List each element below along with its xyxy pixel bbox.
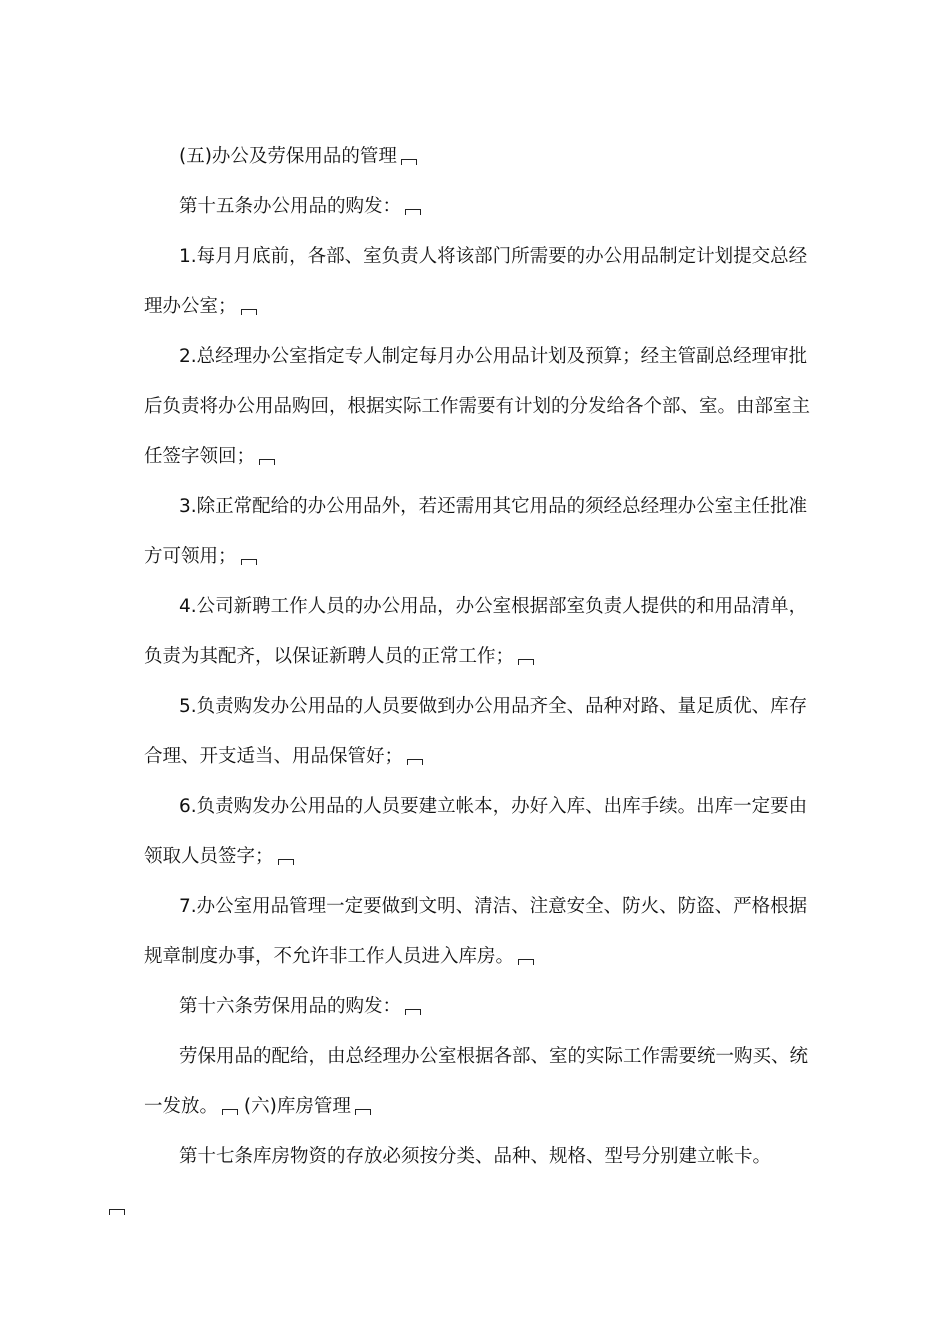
list-item-7 [144, 882, 824, 982]
paragraph-mark-icon [109, 1209, 125, 1215]
paragraph-mark-icon [259, 459, 275, 465]
paragraph-mark-icon [222, 1109, 238, 1115]
list-item-4 [144, 582, 824, 682]
paragraph-text: 7.办公室用品管理一定要做到文明、清洁、注意安全、防火、防盗、严格根据规章制度办事，不允许非工作人员进入库房。 [144, 896, 808, 967]
paragraph-mark-icon [241, 309, 257, 315]
paragraph-mark-icon [405, 1009, 421, 1015]
article-17-body [144, 1132, 824, 1232]
article-16-body [144, 1032, 824, 1132]
paragraph-text: 4.公司新聘工作人员的办公用品，办公室根据部室负责人提供的和用品清单，负责为其配齐，以保证新聘人员的正常工作； [144, 596, 808, 667]
paragraph-mark-icon [241, 559, 257, 565]
list-item-2 [144, 332, 824, 482]
article-15-heading [144, 182, 824, 232]
list-item-6 [144, 782, 824, 882]
document-body [144, 132, 824, 1232]
article-16-heading [144, 982, 824, 1032]
list-item-3 [144, 482, 824, 582]
paragraph-mark-icon [355, 1109, 371, 1115]
paragraph-text: 5.负责购发办公用品的人员要做到办公用品齐全、品种对路、量足质优、库存合理、开支适当、用品保管好； [144, 696, 808, 767]
paragraph-text: (五)办公及劳保用品的管理 [179, 146, 397, 167]
paragraph-text: 劳保用品的配给，由总经理办公室根据各部、室的实际工作需要统一购买、统一发放。 [144, 1046, 809, 1117]
section-heading-6: (六)库房管理 [243, 1096, 351, 1117]
paragraph-mark-icon [401, 159, 417, 165]
paragraph-mark-icon [518, 659, 534, 665]
paragraph-text: 1.每月月底前，各部、室负责人将该部门所需要的办公用品制定计划提交总经理办公室； [144, 246, 808, 317]
section-heading-5 [144, 132, 824, 182]
list-item-5 [144, 682, 824, 782]
paragraph-mark-icon [518, 959, 534, 965]
paragraph-text: 2.总经理办公室指定专人制定每月办公用品计划及预算；经主管副总经理审批后负责将办公用品购回，根据实际工作需要有计划的分发给各个部、室。由部室主任签字领回； [144, 346, 811, 467]
paragraph-mark-icon [407, 759, 423, 765]
paragraph-text: 第十五条办公用品的购发： [179, 196, 402, 217]
paragraph-text: 第十七条库房物资的存放必须按分类、品种、规格、型号分别建立帐卡。 [179, 1146, 772, 1167]
paragraph-text: 第十六条劳保用品的购发： [179, 996, 402, 1017]
paragraph-text: 3.除正常配给的办公用品外，若还需用其它用品的须经总经理办公室主任批准方可领用； [144, 496, 808, 567]
paragraph-mark-icon [278, 859, 294, 865]
paragraph-text: 6.负责购发办公用品的人员要建立帐本，办好入库、出库手续。出库一定要由领取人员签字； [144, 796, 808, 867]
list-item-1 [144, 232, 824, 332]
paragraph-mark-icon [405, 209, 421, 215]
